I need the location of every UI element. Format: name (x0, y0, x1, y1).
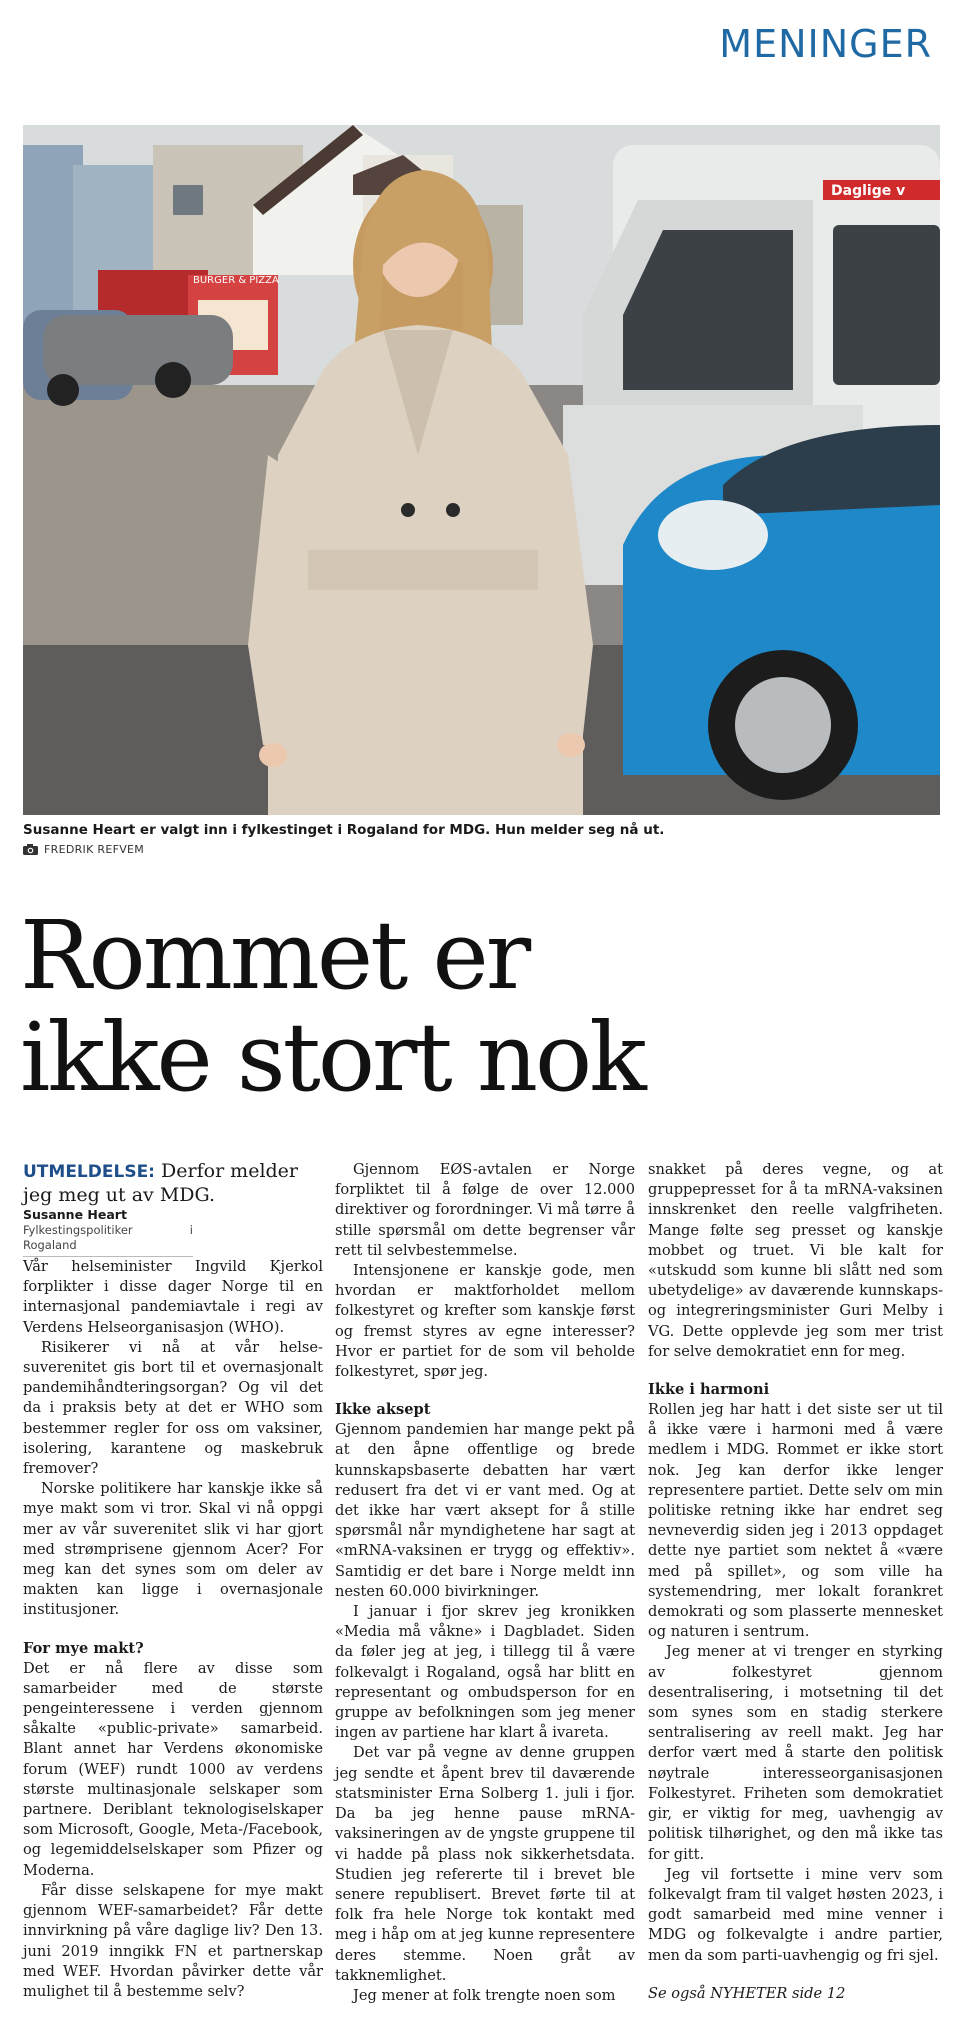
paragraph: Gjennom EØS-avtalen er Norge forpliktet til å følge de over 12.000 direktiver og forordninger. Vi må tørre å stille spørsmål om dette begrenser vår rett til selvbestemmelse. (335, 1161, 635, 1259)
photographer-name: FREDRIK REFVEM (44, 843, 145, 856)
paragraph: Rollen jeg har hatt i det siste ser ut til å ikke være i harmoni med å være medlem i MDG. Rommet er ikke stort nok. Jeg kan derfor ikke lenger representere partiet. Dette selv om min politiske retning ikke har endret seg nevneverdig siden jeg i 2013 oppdaget dette nye partiet som nektet å «være med på spillet», og som ville ha systemendring, mer lokalt forankret demokrati og som plasserte mennesket og naturen i sentrum. (648, 1401, 943, 1641)
paragraph: Norske politikere har kanskje ikke så mye makt som vi tror. Skal vi nå oppgi mer av vår suverenitet slik vi har gjort med strømprisene gjennom Acer? For meg kan det synes som om deler av makten kan ligge i overnasjonale institusjoner. (23, 1480, 323, 1619)
paragraph: Gjennom pandemien har mange pekt på at den åpne offentlige og brede kunnskapsbaserte debatten har vært redusert fra det vi er vant med. Og at det ikke har vært aksept for å stille spørsmål når myndighetene har sagt at «mRNA-vaksinen er trygg og effektiv». Samtidig er det bare i Norge meldt inn nesten 60.000 bivirkninger. (335, 1421, 635, 1600)
kiosk-sign: BURGER & PIZZA (193, 275, 279, 286)
headline-line-2: ikke stort nok (20, 1003, 644, 1113)
subheading: Ikke aksept (335, 1401, 431, 1419)
article-photo (23, 125, 940, 815)
paragraph: Vår helseminister Ingvild Kjerkol forplikter i disse dager Norge til en internasjonal pandemiavtale i regi av Verdens Helseorganisasjon (WHO). (23, 1258, 323, 1336)
article-column-1 (23, 1160, 323, 2002)
van-text: Daglige v (831, 183, 906, 199)
paragraph: Jeg vil fortsette i mine verv som folkevalgt fram til valget høsten 2023, i godt samarbeid med mine venner i MDG og folkevalgte i andre partier, men da som parti-uavhengig og fri sjel. (648, 1865, 943, 1964)
intro-text: Derfor melder jeg meg ut av MDG. (23, 1160, 299, 1206)
paragraph: Det var på vegne av denne gruppen jeg sendte et åpent brev til daværende statsminister Erna Solberg 1. juli i fjor. Da ba jeg henne pause mRNA-vaksineringen av de yngste gruppene til vi hadde på plass nok sikkerhetsdata. Studien jeg refererte til i brevet ble senere republisert. Brevet førte til at folk fra hele Norge tok kontakt med meg i håp om at jeg kunne representere deres stemme. Noen gråt av takknemlighet. (335, 1744, 635, 1984)
paragraph: Jeg mener at vi trenger en styrking av folkestyret gjennom desentralisering, i motsetning til det som synes som en stadig sterkere sentralisering av reell makt. Jeg har derfor vært med å starte den politisk nøytrale interesseorganisasjonen Folkestyret. Friheten som demokratiet gir, er viktig for meg, uavhengig av politisk tilhørighet, og den må ikke tas for gitt. (648, 1643, 943, 1863)
author-role: Fylkestingspolitiker i Rogaland (23, 1223, 193, 1257)
author-name: Susanne Heart (23, 1207, 127, 1222)
photo-caption: Susanne Heart er valgt inn i fylkestinget i Rogaland for MDG. Hun melder seg nå ut. (23, 822, 665, 838)
section-label: MENINGER (719, 22, 932, 66)
headline-line-1: Rommet er (20, 901, 529, 1011)
paragraph: Jeg mener at folk trengte noen som (353, 1986, 616, 2004)
see-also-link[interactable]: Se også NYHETER side 12 (648, 1984, 846, 2002)
camera-icon (23, 844, 38, 855)
subheading: Ikke i harmoni (648, 1381, 770, 1399)
paragraph: Får disse selskapene for mye makt gjennom WEF-samarbeidet? Får dette innvirkning på våre daglige liv? Den 13. juni 2019 inngikk FN et partnerskap med WEF. Hvordan påvirker dette vår mulighet til å bestemme selv? (23, 1881, 323, 2000)
headline (20, 901, 940, 1113)
subheading: For mye makt? (23, 1639, 144, 1657)
paragraph: Risikerer vi nå at vår helse-suverenitet gis bort til et overnasjonalt pandemihåndteringsorgan? Og vil det da i praksis bety at det er WHO som bestemmer regler for oss om vaksiner, isolering, karantene og maskebruk fremover? (23, 1338, 323, 1478)
article-intro (23, 1160, 323, 1207)
article-column-3 (648, 1160, 943, 2004)
article-column-2 (335, 1160, 635, 2006)
kicker: UTMELDELSE: (23, 1162, 155, 1182)
paragraph: Intensjonene er kanskje gode, men hvordan er maktforholdet mellom folkestyret og krefter som kanskje først og fremst styres av egne interesser? Hvor er partiet for de som vil beholde folkestyret, spør jeg. (335, 1262, 635, 1381)
paragraph: Det er nå flere av disse som samarbeider med de største pengeinteressene i verden gjennom såkalte «public-private» samarbeid. Blant annet har Verdens økonomiske forum (WEF) rundt 1000 av verdens største multinasjonale selskaper som partnere. Deriblant teknologiselskaper som Microsoft, Google, Meta-/Facebook, og legemiddelselskaper som Pfizer og Moderna. (23, 1659, 323, 1879)
paragraph: snakket på deres vegne, og at gruppepresset for å ta mRNA-vaksinen innskrenket den reelle valgfriheten. Mange følte seg presset og kanskje mobbet og truet. Vi ble kalt for «utskudd som kunne bli slått ned som ubetydelige» av daværende kunnskaps- og integreringsminister Guri Melby i VG. Dette opplevde jeg som mer trist for selve demokratiet enn for meg. (648, 1161, 943, 1360)
paragraph: I januar i fjor skrev jeg kronikken «Media må våkne» i Dagbladet. Siden da føler jeg at jeg, i tillegg til å være folkevalgt i Rogaland, også har blitt en representant og ombudsperson for en gruppe av befolkningen som jeg mener ingen av partiene har klart å ivareta. (335, 1603, 635, 1742)
photo-credit (23, 843, 144, 856)
